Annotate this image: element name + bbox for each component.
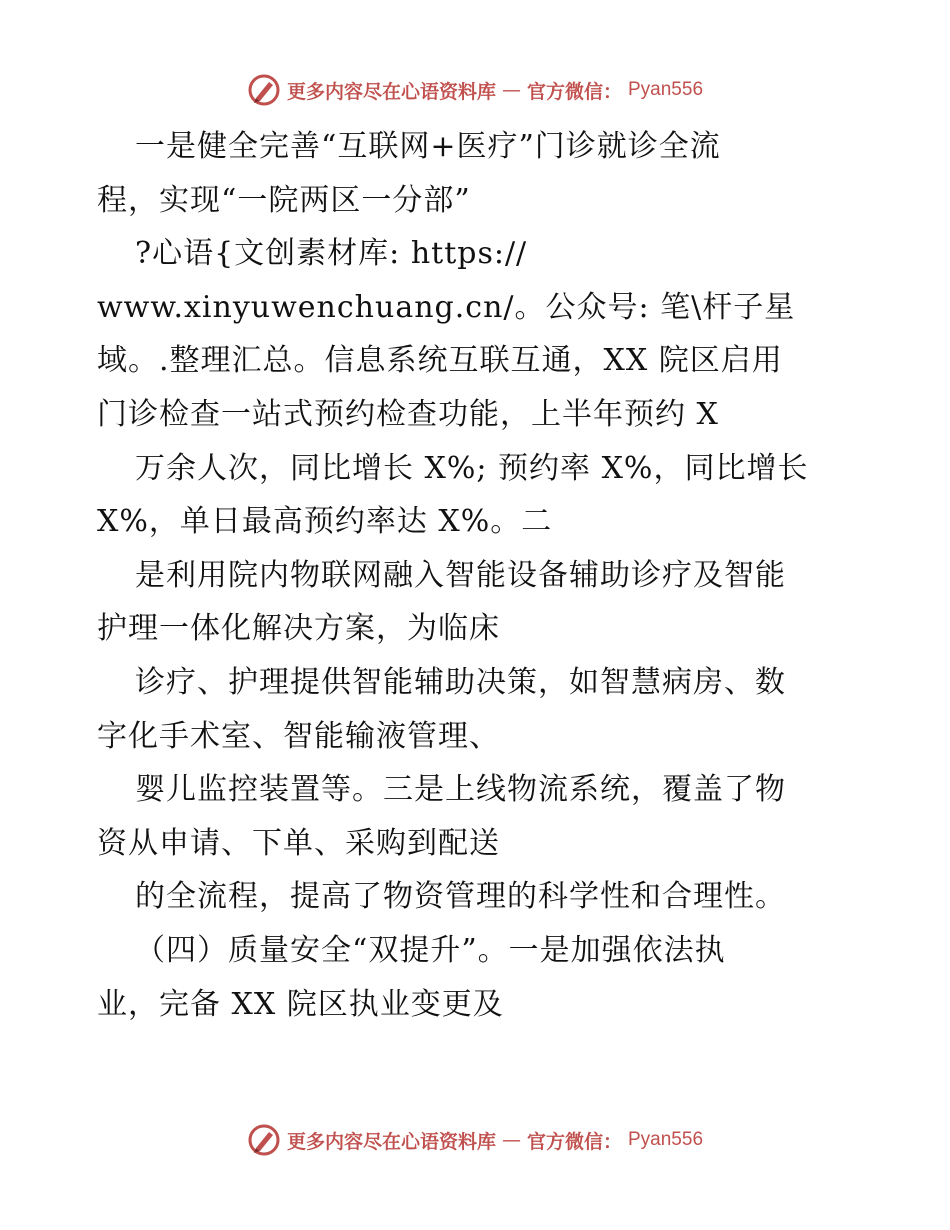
watermark-text: 更多内容尽在心语资料库 bbox=[286, 80, 496, 103]
text-line: 资从申请、下单、采购到配送 bbox=[97, 825, 500, 861]
footer-watermark bbox=[0, 1120, 950, 1160]
text-line: 字化手术室、智能输液管理、 bbox=[97, 718, 500, 754]
pen-logo-icon bbox=[247, 1123, 281, 1157]
header-watermark bbox=[0, 70, 950, 110]
watermark-text: 更多内容尽在心语资料库 bbox=[286, 1130, 496, 1153]
text-line: 的全流程，提高了物资管理的科学性和合理性。 bbox=[135, 879, 786, 915]
text-line: （四）质量安全“双提升”。一是加强依法执 bbox=[135, 932, 726, 968]
text-line: 程，实现“一院两区一分部” bbox=[97, 182, 471, 218]
watermark-separator: — bbox=[501, 79, 521, 101]
watermark-label: 官方微信： bbox=[526, 1130, 622, 1153]
text-line: 是利用院内物联网融入智能设备辅助诊疗及智能 bbox=[135, 557, 786, 593]
text-line: 门诊检查一站式预约检查功能，上半年预约 X bbox=[97, 396, 719, 432]
text-line: ?心语{文创素材库: https:// bbox=[135, 236, 528, 272]
text-line: 业，完备 XX 院区执业变更及 bbox=[97, 986, 504, 1022]
pen-logo-icon bbox=[247, 73, 281, 107]
watermark-id: Pyan556 bbox=[628, 1129, 704, 1150]
text-line: 万余人次，同比增长 X%; 预约率 X%，同比增长 bbox=[135, 450, 809, 486]
text-line: 一是健全完善“互联网+医疗”门诊就诊全流 bbox=[135, 129, 721, 164]
text-line: 护理一体化解决方案，为临床 bbox=[97, 611, 500, 647]
text-line: www.xinyuwenchuang.cn/。公众号: 笔\杆子星 bbox=[97, 289, 796, 325]
watermark-separator: — bbox=[501, 1129, 521, 1151]
text-line: X%，单日最高预约率达 X%。二 bbox=[97, 504, 553, 540]
text-line: 婴儿监控装置等。三是上线物流系统，覆盖了物 bbox=[135, 772, 786, 808]
watermark-label: 官方微信： bbox=[526, 80, 622, 103]
watermark-id: Pyan556 bbox=[628, 79, 704, 100]
body-text bbox=[97, 120, 857, 1031]
text-line: 域。.整理汇总。信息系统互联互通，XX 院区启用 bbox=[97, 343, 783, 379]
text-line: 诊疗、护理提供智能辅助决策，如智慧病房、数 bbox=[135, 664, 786, 700]
